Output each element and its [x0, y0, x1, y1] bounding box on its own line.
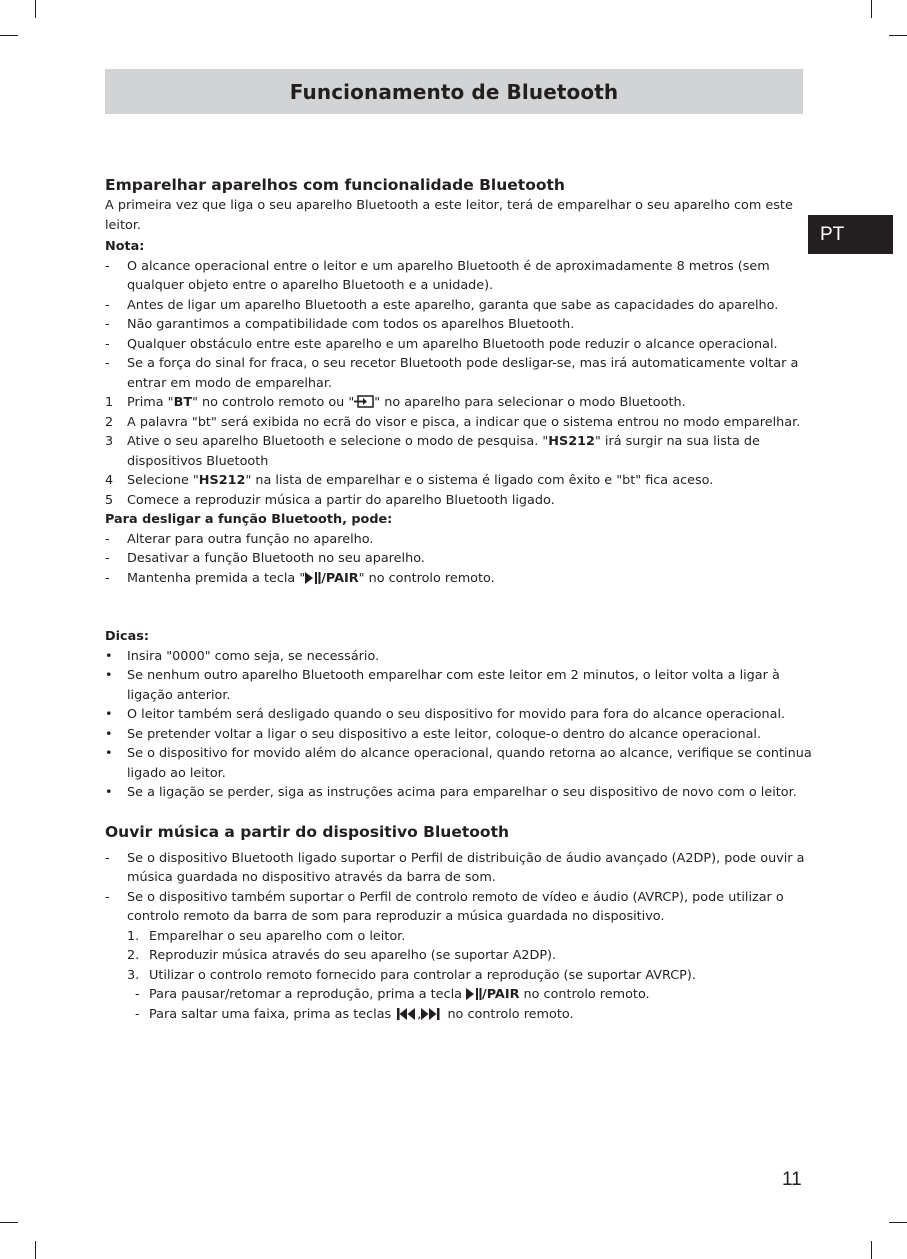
- section-heading-pairing: Emparelhar aparelhos com funcionalidade Bluetooth: [105, 176, 565, 194]
- crop-mark: [0, 1222, 18, 1223]
- crop-mark: [35, 1241, 36, 1259]
- disconnect-item: - Mantenha premida a tecla " /PAIR" no controlo remoto.: [105, 570, 495, 586]
- note-item: - Qualquer obstáculo entre este aparelho e um aparelho Bluetooth pode reduzir o alcance operacional.: [105, 336, 778, 352]
- tip-item: • Se o dispositivo for movido além do alcance operacional, quando retorna ao alcance, verifique se continua ligado ao leitor.: [105, 746, 812, 781]
- note-item: - Não garantimos a compatibilidade com todos os aparelhos Bluetooth.: [105, 317, 575, 332]
- music-substep-pause: - Para pausar/retomar a reprodução, prima a tecla /PAIR no controlo remoto.: [135, 987, 650, 1002]
- tip-item: • Se pretender voltar a ligar o seu dispositivo a este leitor, coloque-o dentro do alcance operacional.: [105, 726, 762, 742]
- tip-item: • Se a ligação se perder, siga as instruções acima para emparelhar o seu dispositivo de novo com o leitor.: [105, 785, 797, 800]
- intro-paragraph: A primeira vez que liga o seu aparelho Bluetooth a este leitor, terá de emparelhar o seu aparelho com este leitor.: [105, 198, 793, 233]
- title-bar: [105, 69, 803, 114]
- music-substep-skip: - Para saltar uma faixa, prima as teclas , no controlo remoto.: [135, 1006, 574, 1022]
- tip-item: • Se nenhum outro aparelho Bluetooth emparelhar com este leitor em 2 minutos, o leitor volta a ligar à ligação anterior.: [105, 668, 780, 703]
- music-item: - Se o dispositivo Bluetooth ligado suportar o Perfil de distribuição de áudio avançado (A2DP), pode ouvir a música guardada no dispositivo através da barra de som.: [105, 850, 805, 885]
- step-item: 5 Comece a reproduzir música a partir do aparelho Bluetooth ligado.: [105, 492, 555, 508]
- disconnect-item: - Desativar a função Bluetooth no seu aparelho.: [105, 551, 425, 566]
- input-source-icon: [354, 395, 374, 408]
- skip-next-icon: [421, 1008, 443, 1020]
- music-step: 2. Reproduzir música através do seu aparelho (se suportar A2DP).: [127, 948, 557, 963]
- tip-item: • O leitor também será desligado quando o seu dispositivo for movido para fora do alcance operacional.: [105, 707, 786, 722]
- music-item: - Se o dispositivo também suportar o Perfil de controlo remoto de vídeo e áudio (AVRCP), pode utilizar o controlo remoto da barra de som para reproduzir a música guardada no dispositivo.: [105, 889, 784, 924]
- page-title: Funcionamento de Bluetooth: [289, 79, 619, 104]
- note-item: - Antes de ligar um aparelho Bluetooth a este aparelho, garanta que sabe as capacidades do aparelho.: [105, 297, 779, 313]
- language-tab: PT: [808, 215, 893, 254]
- disconnect-item: - Alterar para outra função no aparelho.: [105, 531, 374, 547]
- crop-mark: [889, 1222, 907, 1223]
- crop-mark: [871, 0, 872, 18]
- note-item: - Se a força do sinal for fraca, o seu recetor Bluetooth pode desligar-se, mas irá automaticamente voltar a entrar em modo de emparelhar.: [105, 356, 799, 391]
- step-item: 2 A palavra "bt" será exibida no ecrã do visor e pisca, a indicar que o sistema entrou no modo emparelhar.: [105, 414, 801, 430]
- music-step: 3. Utilizar o controlo remoto fornecido para controlar a reprodução (se suportar AVRCP).: [127, 967, 696, 983]
- document-body: [105, 174, 815, 1024]
- section-heading-music: Ouvir música a partir do dispositivo Bluetooth: [105, 822, 510, 841]
- tip-item: • Insira "0000" como seja, se necessário.: [105, 648, 380, 664]
- tips-label: Dicas:: [105, 629, 149, 644]
- play-pause-icon: [305, 572, 321, 584]
- crop-mark: [35, 0, 36, 18]
- step-item: 3 Ative o seu aparelho Bluetooth e selecione o modo de pesquisa. "HS212" irá surgir na sua lista de dispositivos Bluetooth: [105, 434, 760, 469]
- page-number: 11: [782, 1169, 802, 1190]
- note-item: - O alcance operacional entre o leitor e um aparelho Bluetooth é de aproximadamente 8 metros (sem qualquer objeto entre o aparelho Bluetooth e a unidade).: [105, 258, 770, 293]
- step-item: 1 Prima "BT" no controlo remoto ou " " no aparelho para selecionar o modo Bluetooth.: [105, 395, 686, 410]
- music-step: 1. Emparelhar o seu aparelho com o leitor.: [127, 928, 406, 944]
- step-item: 4 Selecione "HS212" na lista de emparelhar e o sistema é ligado com êxito e "bt" fica aceso.: [105, 473, 714, 488]
- crop-mark: [871, 1241, 872, 1259]
- crop-mark: [889, 35, 907, 36]
- crop-mark: [0, 35, 18, 36]
- play-pause-icon: [466, 988, 482, 1000]
- disconnect-label: Para desligar a função Bluetooth, pode:: [105, 512, 393, 527]
- note-label: Nota:: [105, 239, 145, 254]
- skip-previous-icon: [395, 1008, 417, 1020]
